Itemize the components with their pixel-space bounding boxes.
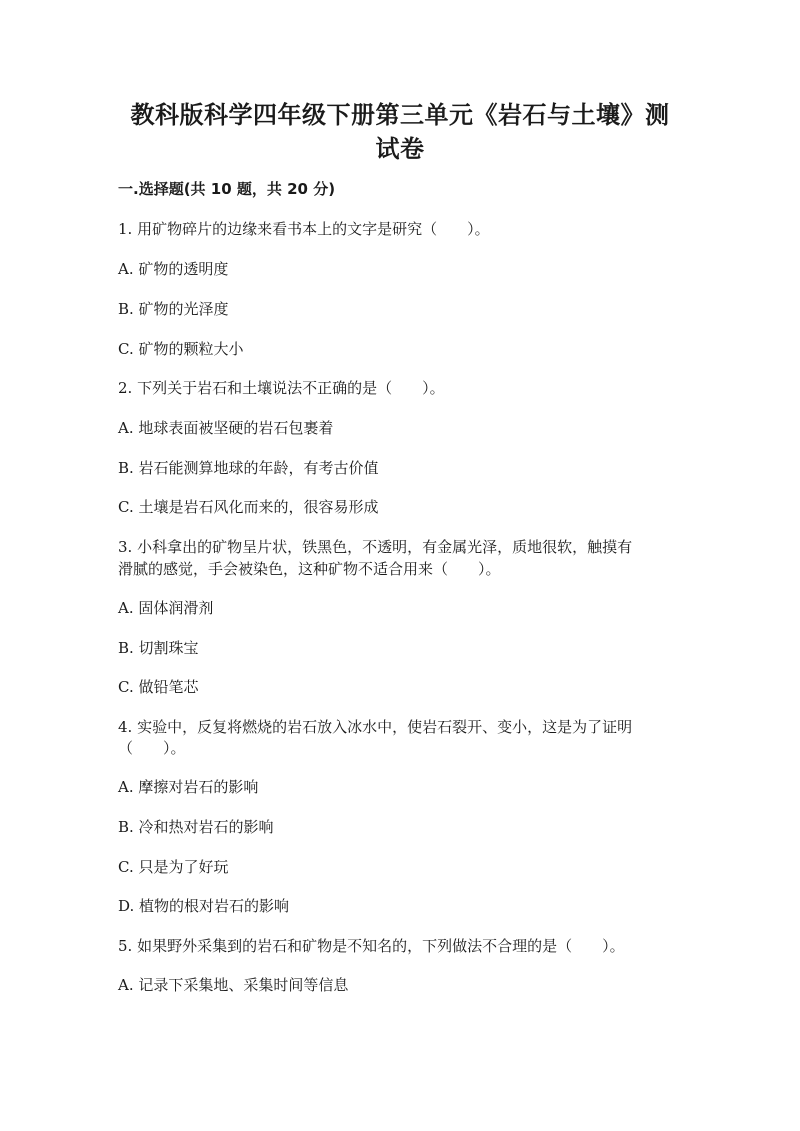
question-3-option-c: C. 做铅笔芯 xyxy=(118,678,199,696)
question-5-stem: 5. 如果野外采集到的岩石和矿物是不知名的，下列做法不合理的是（ ）。 xyxy=(118,937,625,955)
question-1-stem: 1. 用矿物碎片的边缘来看书本上的文字是研究（ ）。 xyxy=(118,220,490,238)
question-4-stem-line-1: 4. 实验中，反复将燃烧的岩石放入冰水中，使岩石裂开、变小，这是为了证明 xyxy=(118,718,633,736)
question-1-option-a: A. 矿物的透明度 xyxy=(118,260,229,278)
question-3-option-b: B. 切割珠宝 xyxy=(118,639,199,657)
section-heading: 一.选择题(共 10 题，共 20 分) xyxy=(118,180,336,198)
question-2-stem: 2. 下列关于岩石和土壤说法不正确的是（ ）。 xyxy=(118,379,445,397)
question-3-stem-line-2: 滑腻的感觉，手会被染色，这种矿物不适合用来（ ）。 xyxy=(118,560,501,578)
question-5-option-a: A. 记录下采集地、采集时间等信息 xyxy=(118,976,349,994)
question-3-option-a: A. 固体润滑剂 xyxy=(118,599,214,617)
question-4-stem-line-2: （ ）。 xyxy=(118,739,186,757)
question-3-stem-line-1: 3. 小科拿出的矿物呈片状，铁黑色，不透明，有金属光泽，质地很软，触摸有 xyxy=(118,538,633,556)
question-2-option-c: C. 土壤是岩石风化而来的，很容易形成 xyxy=(118,498,379,516)
question-4-option-a: A. 摩擦对岩石的影响 xyxy=(118,778,259,796)
question-4-option-c: C. 只是为了好玩 xyxy=(118,858,229,876)
page-title-line-1: 教科版科学四年级下册第三单元《岩石与土壤》测 xyxy=(130,101,670,129)
page-title-line-2: 试卷 xyxy=(375,135,425,163)
question-2-option-a: A. 地球表面被坚硬的岩石包裹着 xyxy=(118,419,334,437)
question-4-option-b: B. 冷和热对岩石的影响 xyxy=(118,818,274,836)
question-4-option-d: D. 植物的根对岩石的影响 xyxy=(118,897,290,915)
question-2-option-b: B. 岩石能测算地球的年龄，有考古价值 xyxy=(118,459,379,477)
question-1-option-b: B. 矿物的光泽度 xyxy=(118,300,229,318)
question-1-option-c: C. 矿物的颗粒大小 xyxy=(118,340,244,358)
